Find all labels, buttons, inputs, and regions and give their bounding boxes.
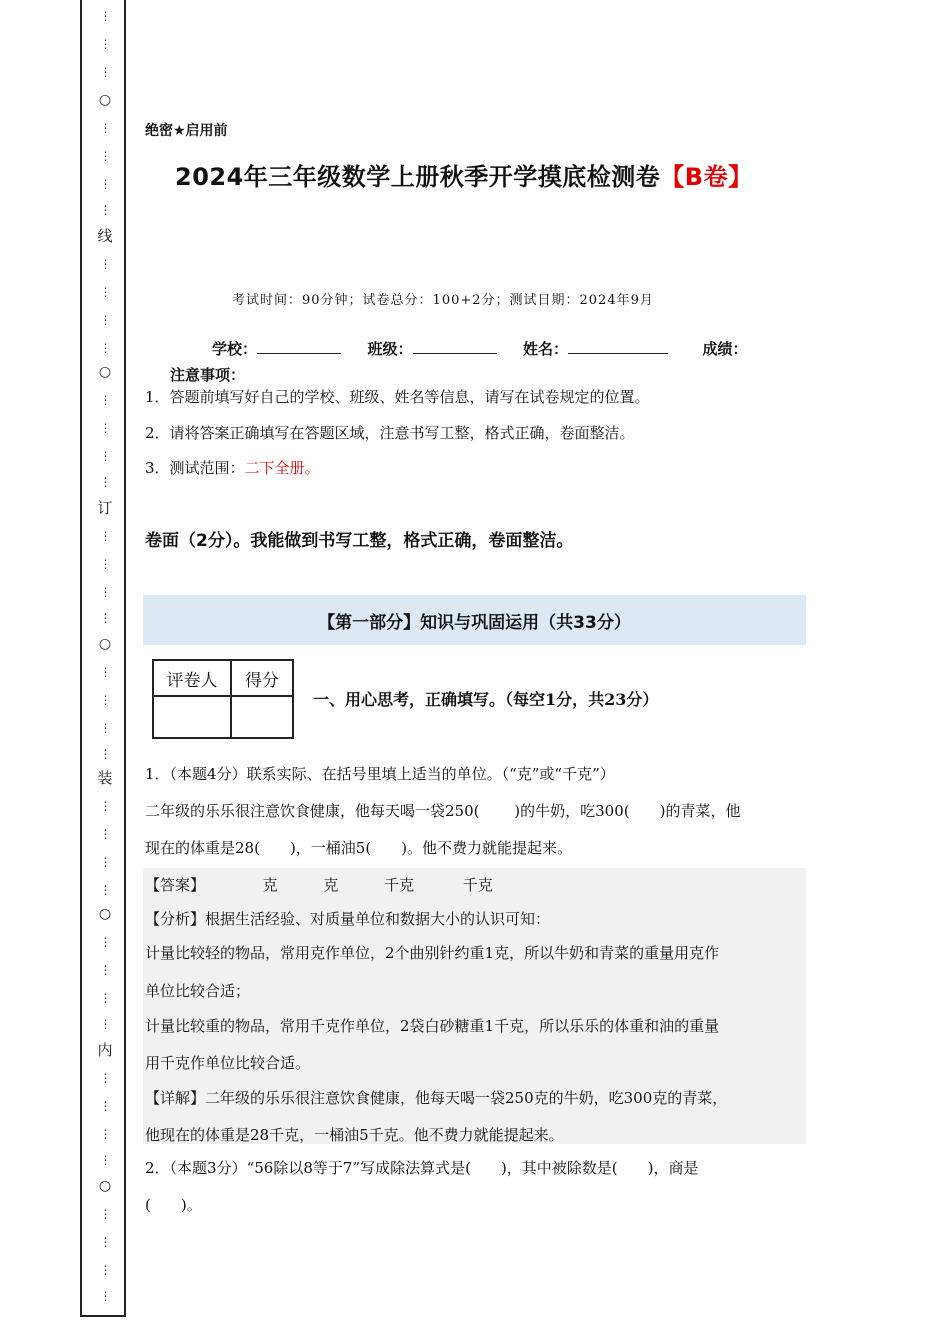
answer-3: 千克 [384, 876, 415, 894]
notice-item-2: 2．请将答案正确填写在答题区域，注意书写工整，格式正确，卷面整洁。 [145, 424, 635, 442]
binding-dots: ⋮ [99, 65, 111, 79]
answer-2: 克 [323, 876, 339, 894]
binding-dots: ⋮ [99, 313, 111, 327]
analysis-line-2: 计量比较轻的物品，常用克作单位，2个曲别针约重1克，所以牛奶和青菜的重量用克作 [145, 944, 720, 962]
notice-item-3-prefix: 3．测试范围： [145, 459, 245, 477]
binding-dots: ⋮ [99, 611, 111, 625]
exam-meta: 考试时间：90分钟；试卷总分：100+2分；测试日期：2024年9月 [232, 293, 654, 308]
binding-dots: ⋮ [99, 475, 111, 489]
binding-dots: ⋮ [99, 121, 111, 135]
binding-dots: ⋮ [99, 557, 111, 571]
binding-circle: ○ [98, 1178, 112, 1194]
binding-dots: ⋮ [99, 991, 111, 1005]
binding-dots: ⋮ [99, 177, 111, 191]
analysis-line-3: 单位比较合适； [145, 982, 251, 1000]
school-label: 学校： [212, 340, 258, 358]
q2-line-1: 2．（本题3分）“56除以8等于7”写成除法算式是( )，其中被除数是( )，商是 [145, 1159, 699, 1177]
binding-dots: ⋮ [99, 665, 111, 679]
binding-dots: ⋮ [99, 1099, 111, 1113]
binding-dots: ⋮ [99, 285, 111, 299]
binding-circle: ○ [98, 364, 112, 380]
score-table [152, 659, 294, 739]
q1-line-1: 二年级的乐乐很注意饮食健康，他每天喝一袋250( )的牛奶，吃300( )的青菜，他 [145, 802, 741, 820]
notice-title: 注意事项： [170, 366, 246, 384]
binding-dots: ⋮ [99, 721, 111, 735]
score-header: 得分 [231, 660, 293, 696]
grader-header: 评卷人 [153, 660, 231, 696]
binding-dots: ⋮ [99, 341, 111, 355]
page-title [175, 157, 753, 192]
binding-dots: ⋮ [99, 449, 111, 463]
binding-dots: ⋮ [99, 855, 111, 869]
binding-dots: ⋮ [99, 149, 111, 163]
title-main: 2024年三年级数学上册秋季开学摸底检测卷 [175, 163, 661, 191]
binding-dots: ⋮ [99, 747, 111, 761]
class-field[interactable] [413, 339, 497, 354]
binding-dots: ⋮ [99, 799, 111, 813]
notice-item-1: 1．答题前填写好自己的学校、班级、姓名等信息，请写在试卷规定的位置。 [145, 388, 650, 406]
secret-label: 绝密★启用前 [145, 123, 228, 139]
answer-label: 【答案】 [145, 876, 206, 894]
binding-dots: ⋮ [99, 935, 111, 949]
binding-dots: ⋮ [99, 963, 111, 977]
binding-dots: ⋮ [99, 421, 111, 435]
binding-dots: ⋮ [99, 1263, 111, 1277]
binding-dots: ⋮ [99, 1153, 111, 1167]
analysis-line-4: 计量比较重的物品，常用千克作单位，2袋白砂糖重1千克，所以乐乐的体重和油的重量 [145, 1017, 720, 1035]
binding-dots: ⋮ [99, 9, 111, 23]
answer-4: 千克 [462, 876, 493, 894]
name-label: 姓名： [522, 340, 568, 358]
score-cell[interactable] [231, 696, 293, 738]
binding-dots: ⋮ [99, 1071, 111, 1085]
binding-dots: ⋮ [99, 393, 111, 407]
binding-word-order: 订 [97, 499, 113, 517]
detail-line-2: 他现在的体重是28千克，一桶油5千克。他不费力就能提起来。 [145, 1126, 564, 1144]
binding-circle: ○ [98, 636, 112, 652]
name-field[interactable] [568, 339, 668, 354]
binding-dots: ⋮ [99, 1235, 111, 1249]
binding-dots: ⋮ [99, 585, 111, 599]
school-field[interactable] [257, 339, 341, 354]
analysis-line-1: 【分析】根据生活经验、对质量单位和数据大小的认识可知： [145, 910, 551, 928]
binding-dots: ⋮ [99, 1127, 111, 1141]
binding-word-bind: 装 [97, 769, 113, 787]
binding-circle: ○ [98, 906, 112, 922]
binding-dots: ⋮ [99, 203, 111, 217]
binding-dots: ⋮ [99, 529, 111, 543]
notice-item-3 [145, 457, 320, 478]
grader-cell[interactable] [153, 696, 231, 738]
binding-word-line: 线 [97, 227, 113, 245]
q1-answer-row [145, 874, 805, 895]
part1-heading: 一、用心思考，正确填写。（每空1分，共23分） [313, 690, 659, 709]
notice-item-3-scope: 二下全册。 [244, 459, 320, 477]
binding-margin [80, 0, 126, 1317]
analysis-line-5: 用千克作单位比较合适。 [145, 1054, 311, 1072]
binding-word-inside: 内 [97, 1041, 113, 1059]
score-label: 成绩： [702, 340, 748, 358]
title-tag: 【B卷】 [660, 163, 753, 191]
binding-dots: ⋮ [99, 883, 111, 897]
answer-1: 克 [262, 876, 278, 894]
binding-dots: ⋮ [99, 1017, 111, 1031]
section-header [143, 595, 806, 645]
detail-line-1: 【详解】二年级的乐乐很注意饮食健康，他每天喝一袋250克的牛奶，吃300克的青菜， [145, 1089, 728, 1107]
binding-dots: ⋮ [99, 693, 111, 707]
binding-dots: ⋮ [99, 37, 111, 51]
binding-dots: ⋮ [99, 1289, 111, 1303]
q2-line-2: ( )。 [145, 1196, 202, 1214]
binding-dots: ⋮ [99, 1207, 111, 1221]
section-title: 【第一部分】知识与巩固运用（共33分） [318, 612, 631, 633]
binding-dots: ⋮ [99, 827, 111, 841]
q1-line-2: 现在的体重是28( )，一桶油5( )。他不费力就能提起来。 [145, 839, 573, 857]
binding-dots: ⋮ [99, 257, 111, 271]
paper-neatness-line: 卷面（2分）。我能做到书写工整，格式正确，卷面整洁。 [145, 531, 574, 551]
binding-circle: ○ [98, 92, 112, 108]
q1-stem: 1．（本题4分）联系实际、在括号里填上适当的单位。（“克”或“千克”） [145, 765, 615, 783]
class-label: 班级： [367, 340, 413, 358]
student-info-fields [212, 338, 747, 359]
